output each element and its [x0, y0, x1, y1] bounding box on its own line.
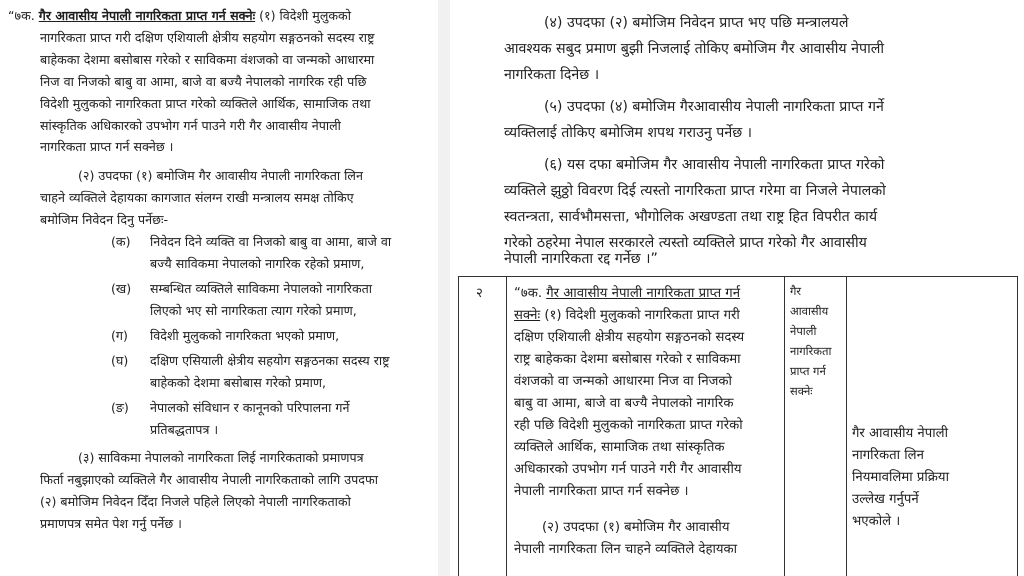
subsection-6-line: स्वतन्त्रता, सार्वभौमसत्ता, भौगोलिक अखण्डता तथा राष्ट्र हित विपरीत कार्य [504, 209, 878, 225]
table-main-line: अधिकारको उपभोग गर्न पाउने गरी गैर आवासीय [514, 462, 742, 477]
subsection-4-line: (४) उपदफा (२) बमोजिम निवेदन प्राप्त भए पछि मन्त्रालयले [544, 15, 849, 31]
subsection-2-line: बमोजिम निवेदन दिनु पर्नेछः- [40, 212, 169, 227]
subsection-3-line: (३) साविकमा नेपालको नागरिकता लिई नागरिकताको प्रमाणपत्र [78, 450, 364, 465]
page-divider [438, 0, 450, 576]
subsection-2-line: चाहने व्यक्तिले देहायका कागजात संलग्न राखी मन्त्रालय समक्ष तोकिए [40, 190, 354, 205]
table-remark-cell-line: नियमावलिमा प्रक्रिया [852, 470, 949, 485]
table-sub2-line: (२) उपदफा (१) बमोजिम गैर आवासीय [542, 520, 730, 535]
table-heading-cell-line: सक्नेः [790, 384, 813, 398]
table-section-heading: गैर आवासीय नेपाली नागरिकता प्राप्त गर्न [546, 286, 741, 301]
subsection-4-line: आवश्यक सबुद प्रमाण बुझी निजलाई तोकिए बमोजिम गैर आवासीय नेपाली [504, 41, 885, 57]
subsection-5-line: व्यक्तिलाई तोकिए बमोजिम शपथ गराउनु पर्नेछ । [504, 125, 753, 141]
subsection-3-line: (२) बमोजिम निवेदन दिँदा निजले पहिले लिएको नेपाली नागरिकताको [40, 494, 351, 509]
left-document-page [0, 0, 438, 576]
list-item-line: नेपालको संविधान र कानूनको परिपालना गर्ने [150, 400, 350, 415]
table-remark-cell-line: भएकोले । [852, 514, 901, 529]
table-section-number: “७क. [514, 286, 543, 301]
list-marker: (घ) [111, 353, 129, 368]
table-remark-cell-line: उल्लेख गर्नुपर्ने [852, 492, 919, 507]
list-marker: (ग) [111, 328, 128, 343]
table-section-heading-end: सक्नेः [514, 308, 541, 323]
subsection-2-line: (२) उपदफा (१) बमोजिम गैर आवासीय नेपाली नागरिकता लिन [78, 168, 363, 183]
body-line: निज वा निजको बाबु वा आमा, बाजे वा बज्यै नेपालको नागरिक रही पछि [40, 74, 367, 89]
table-border-col3 [846, 276, 847, 576]
body-line: सांस्कृतिक अधिकारको उपभोग गर्न पाउने गरी गैर आवासीय नेपाली [40, 118, 341, 133]
subsection-6-line: गरेको ठहरेमा नेपाल सरकारले त्यस्तो व्यक्तिले प्राप्त गरेको गैर आवासीय [504, 235, 867, 251]
subsection-6-line: (६) यस दफा बमोजिम गैर आवासीय नेपाली नागरिकता प्राप्त गरेको [544, 157, 885, 173]
table-section-intro-text: (१) विदेशी मुलुकको नागरिकता प्राप्त गरी [540, 308, 740, 323]
section-7ka-intro [8, 5, 351, 26]
list-item-line: बज्यै साविकमा नेपालको नागरिक रहेको प्रमाण, [150, 256, 365, 271]
table-main-line: दक्षिण एशियाली क्षेत्रीय सहयोग सङ्गठनको सदस्य [514, 330, 745, 345]
table-main-line: व्यक्तिले आर्थिक, सामाजिक तथा सांस्कृतिक [514, 440, 725, 455]
right-document-page [450, 0, 1024, 576]
list-item-line: विदेशी मुलुकको नागरिकता भएको प्रमाण, [150, 328, 340, 343]
subsection-3-line: प्रमाणपत्र समेत पेश गर्नु पर्नेछ । [40, 516, 182, 531]
table-remark-cell-line: गैर आवासीय नेपाली [852, 426, 948, 441]
table-row-number: २ [476, 286, 483, 301]
table-border-col2 [784, 276, 785, 576]
table-main-line: रही पछि विदेशी मुलुकको नागरिकता प्राप्त गरेको [514, 418, 743, 433]
table-main-line: नेपाली नागरिकता प्राप्त गर्न सक्नेछ । [514, 484, 689, 499]
list-item-line: बाहेकको देशमा बसोबास गरेको प्रमाण, [150, 375, 326, 390]
table-main-heading-line [514, 283, 740, 305]
table-main-line: राष्ट्र बाहेकका देशमा बसोबास गरेको र साविकमा [514, 352, 741, 367]
list-item-line: प्रतिबद्धतापत्र । [150, 422, 219, 437]
table-heading-cell-line: गैर [790, 284, 802, 298]
subsection-6-line: नेपाली नागरिकता रद्द गर्नेछ ।” [504, 251, 658, 267]
list-item-line: दक्षिण एसियाली क्षेत्रीय सहयोग सङ्गठनका सदस्य राष्ट्र [150, 353, 390, 368]
table-main-line: बाबु वा आमा, बाजे वा बज्यै नेपालको नागरिक [514, 396, 734, 411]
subsection-4-line: नागरिकता दिनेछ । [504, 67, 600, 83]
list-marker: (ख) [111, 281, 132, 296]
body-line: नागरिकता प्राप्त गर्न सक्नेछ । [40, 139, 174, 154]
table-remark-cell-line: नागरिकता लिन [852, 448, 924, 463]
subsection-5-line: (५) उपदफा (४) बमोजिम गैरआवासीय नेपाली नागरिकता प्राप्त गर्ने [544, 99, 884, 115]
subsection-6-line: व्यक्तिले झुठ्ठो विवरण दिई त्यस्तो नागरिकता प्राप्त गरेमा वा निजले नेपालको [504, 183, 886, 199]
list-item-line: सम्बन्धित व्यक्तिले साविकमा नेपालको नागरिकता [150, 281, 373, 296]
table-heading-cell-line: प्राप्त गर्न [790, 364, 826, 378]
body-line: विदेशी मुलुकको नागरिकता प्राप्त गरेको व्यक्तिले आर्थिक, सामाजिक तथा [40, 96, 371, 111]
table-top-border [458, 276, 1018, 277]
list-item-line: निवेदन दिने व्यक्ति वा निजको बाबु वा आमा, बाजे वा [150, 234, 392, 249]
table-heading-cell-line: आवासीय [790, 304, 829, 318]
table-heading-cell-line: नागरिकता [790, 344, 832, 358]
table-main-line [514, 305, 740, 327]
table-border-right [1017, 276, 1018, 576]
section-number: “७क. [8, 8, 35, 23]
table-border-left [458, 276, 459, 576]
body-line: नागरिकता प्राप्त गरी दक्षिण एशियाली क्षेत्रीय सहयोग सङ्गठनको सदस्य राष्ट्र [40, 30, 375, 45]
table-main-line: वंशजको वा जन्मको आधारमा निज वा निजको [514, 374, 732, 389]
subsection-3-line: फिर्ता नबुझाएको व्यक्तिले गैर आवासीय नेपाली नागरिकताको लागि उपदफा [40, 472, 378, 487]
body-line: बाहेकका देशमा बसोबास गरेको र साविकमा वंशजको वा जन्मको आधारमा [40, 52, 375, 67]
list-item-line: लिएको भए सो नागरिकता त्याग गरेको प्रमाण, [150, 303, 357, 318]
table-sub2-line: नेपाली नागरिकता लिन चाहने व्यक्तिले देहायका [514, 542, 738, 557]
table-border-col1 [506, 276, 507, 576]
list-marker: (क) [111, 234, 131, 249]
list-marker: (ङ) [111, 400, 129, 415]
section-intro-text: (१) विदेशी मुलुकको [255, 8, 351, 23]
table-heading-cell-line: नेपाली [790, 324, 817, 338]
section-heading: गैर आवासीय नेपाली नागरिकता प्राप्त गर्न सक्नेः [38, 8, 256, 23]
